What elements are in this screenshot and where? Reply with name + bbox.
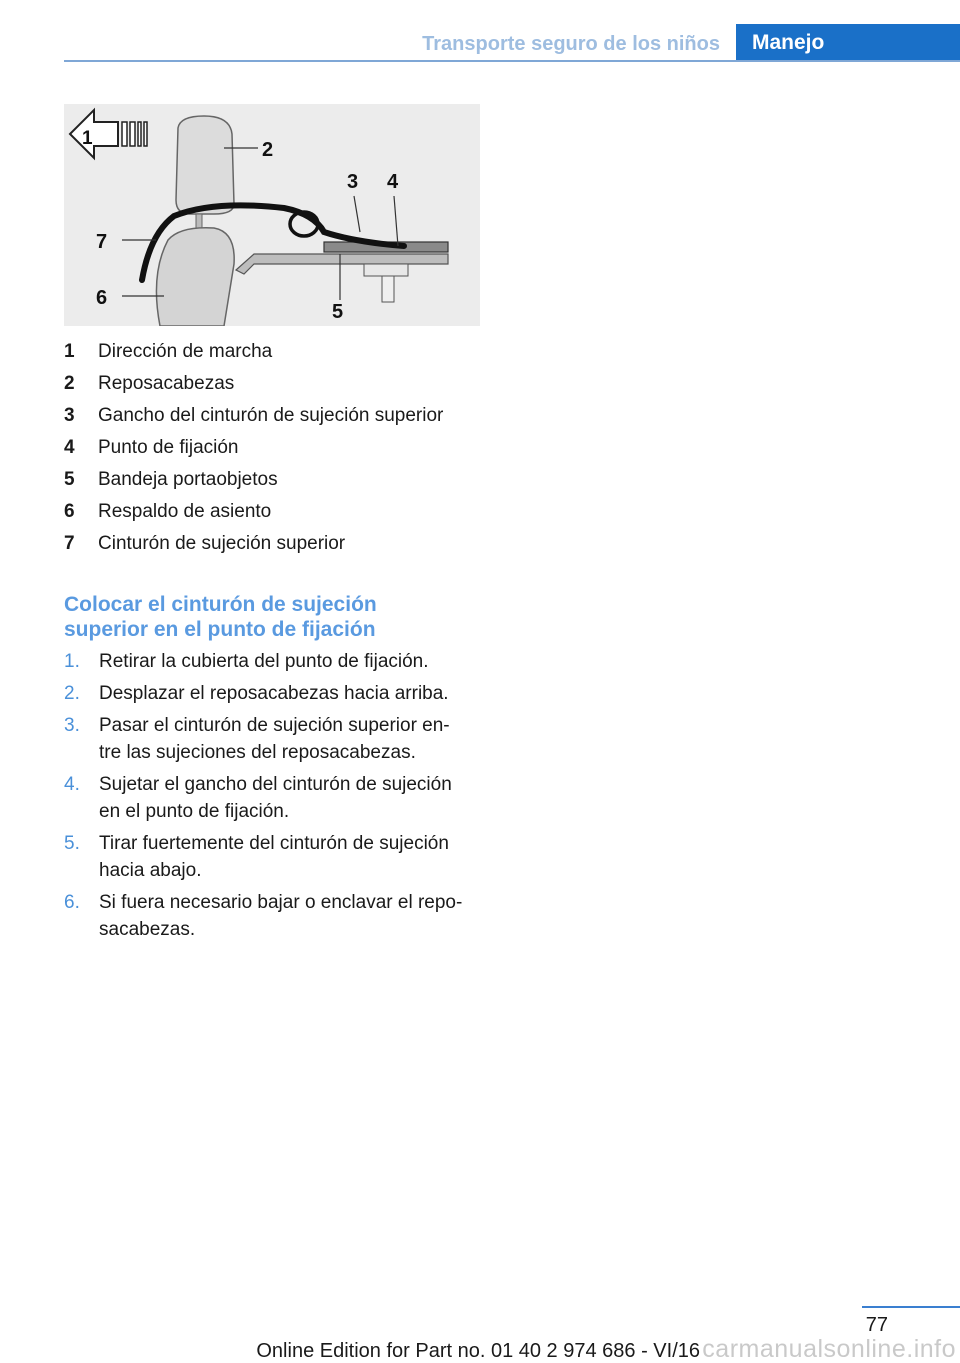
legend-number: 4 <box>64 437 75 458</box>
parcel-shelf-shape <box>236 254 448 274</box>
step-item <box>64 680 484 707</box>
legend-text: Cinturón de sujeción superior <box>98 533 346 554</box>
legend-number: 1 <box>64 341 75 362</box>
legend-number: 3 <box>64 405 75 426</box>
step-number: 6. <box>64 892 80 913</box>
section-heading-line-2: superior en el punto de fijación <box>64 618 376 641</box>
step-number: 2. <box>64 683 80 704</box>
step-item <box>64 889 484 943</box>
callout-4: 4 <box>387 171 399 193</box>
callout-7: 7 <box>96 231 108 253</box>
legend-text: Gancho del cinturón de sujeción superior <box>98 405 444 426</box>
header-divider <box>64 60 960 62</box>
step-item <box>64 771 484 825</box>
page-number: 77 <box>865 1314 888 1336</box>
section-heading <box>64 592 484 642</box>
legend-number: 2 <box>64 373 75 394</box>
legend-text: Punto de fijación <box>98 437 239 458</box>
figure-legend <box>64 336 484 560</box>
step-item <box>64 712 484 766</box>
legend-item <box>64 528 484 560</box>
callout-2: 2 <box>262 139 274 161</box>
site-watermark: carmanualsonline.info <box>702 1335 956 1363</box>
section-heading-line-1: Colocar el cinturón de sujeción <box>64 593 377 616</box>
header-chapter-tab: Manejo <box>736 24 960 62</box>
step-text: Si fuera necesario bajar o enclavar el repo‐ sacabezas. <box>99 892 463 940</box>
legend-text: Reposacabezas <box>98 373 235 394</box>
legend-item <box>64 432 484 464</box>
step-text: Desplazar el reposacabezas hacia arriba. <box>99 683 449 704</box>
step-number: 5. <box>64 833 80 854</box>
step-text: Tirar fuertemente del cinturón de sujeción hacia abajo. <box>99 833 449 881</box>
step-number: 1. <box>64 651 80 672</box>
legend-item <box>64 400 484 432</box>
callout-6: 6 <box>96 287 108 309</box>
legend-item <box>64 368 484 400</box>
step-number: 3. <box>64 715 80 736</box>
callout-3: 3 <box>347 171 359 193</box>
legend-item <box>64 336 484 368</box>
step-text: Sujetar el gancho del cinturón de sujeción en el punto de fijación. <box>99 774 452 822</box>
headrest-shape <box>176 116 234 214</box>
step-item <box>64 830 484 884</box>
header-section-title: Transporte seguro de los niños <box>422 33 720 55</box>
legend-text: Respaldo de asiento <box>98 501 272 522</box>
edition-note: Online Edition for Part no. 01 40 2 974 686 - VI/16 <box>256 1340 700 1362</box>
step-text: Retirar la cubierta del punto de fijación. <box>99 651 429 672</box>
legend-number: 5 <box>64 469 75 490</box>
step-text: Pasar el cinturón de sujeción superior en‐ tre las sujeciones del reposacabezas. <box>99 715 450 763</box>
legend-text: Dirección de marcha <box>98 341 273 362</box>
step-item <box>64 648 484 675</box>
callout-1: 1 <box>82 128 93 149</box>
callout-5: 5 <box>332 301 344 323</box>
step-number: 4. <box>64 774 80 795</box>
procedure-steps <box>64 648 484 948</box>
legend-text: Bandeja portaobjetos <box>98 469 278 490</box>
backrest-shape <box>156 228 234 326</box>
footer-divider <box>862 1306 960 1308</box>
legend-number: 7 <box>64 533 75 554</box>
legend-item <box>64 464 484 496</box>
legend-number: 6 <box>64 501 75 522</box>
legend-item <box>64 496 484 528</box>
headrest-tether-illustration <box>64 104 480 326</box>
